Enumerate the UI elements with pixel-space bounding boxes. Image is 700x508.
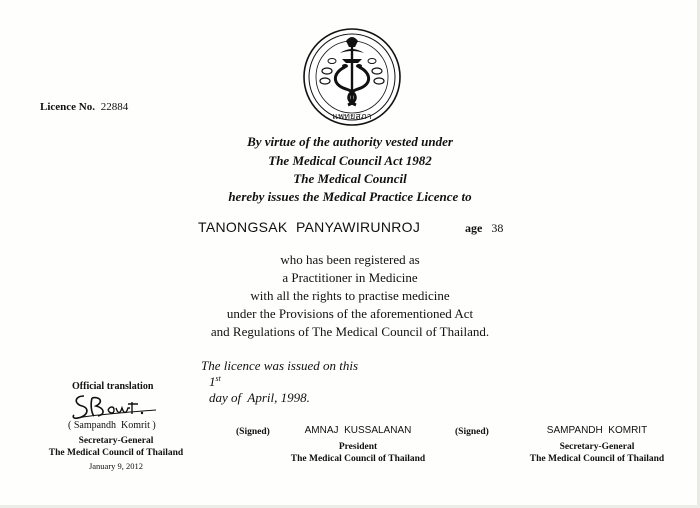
signatory-1-role: President	[338, 442, 378, 452]
translator-signature-icon	[70, 388, 170, 424]
signed-marker-1: (Signed)	[236, 427, 270, 437]
medical-council-seal-icon	[302, 27, 402, 127]
body-line-2: a Practitioner in Medicine	[282, 270, 418, 285]
translator-name: ( Sampandh Komrit )	[68, 420, 156, 431]
issued-prefix: The licence was issued on this	[201, 358, 359, 373]
age-label: age	[465, 221, 483, 235]
recipient-age-line	[465, 221, 503, 236]
issued-line	[188, 342, 358, 422]
signatory-2-org: The Medical Council of Thailand	[529, 454, 665, 464]
signed-marker-2: (Signed)	[455, 427, 489, 437]
body-line-3: with all the rights to practise medicine	[250, 288, 450, 303]
signatory-2-role: Secretary-General	[559, 442, 635, 452]
heading-line-2: The Medical Council Act 1982	[268, 153, 432, 168]
body-line-5: and Regulations of The Medical Council of Thailand.	[210, 324, 490, 339]
licence-number-line	[40, 101, 128, 113]
issued-rest: day of April, 1998.	[209, 390, 310, 406]
signatory-1-name: AMNAJ KUSSALANAN	[304, 425, 412, 436]
signatory-2-name: SAMPANDH KOMRIT	[546, 425, 648, 436]
recipient-name: TANONGSAK PANYAWIRUNROJ	[198, 219, 421, 235]
recipient-age: 38	[491, 221, 504, 235]
heading-line-1: By virtue of the authority vested under	[247, 134, 453, 149]
licence-number: 22884	[100, 101, 129, 113]
body-line-4: under the Provisions of the aforementioned Act	[226, 306, 474, 321]
issued-day-suffix: st	[215, 374, 221, 383]
translator-org: The Medical Council of Thailand	[48, 448, 184, 458]
signatory-1-org: The Medical Council of Thailand	[290, 454, 426, 464]
seal-text: แพทยสภา	[332, 112, 372, 122]
heading-line-3: The Medical Council	[293, 171, 407, 186]
translator-role: Secretary-General	[78, 436, 154, 446]
issued-day: 1	[209, 374, 216, 390]
body-line-1: who has been registered as	[280, 252, 420, 267]
translation-date: January 9, 2012	[88, 461, 144, 471]
heading-line-4: hereby issues the Medical Practice Licence to	[228, 189, 472, 204]
licence-label: Licence No.	[40, 101, 95, 113]
official-translation-title: Official translation	[72, 381, 154, 392]
